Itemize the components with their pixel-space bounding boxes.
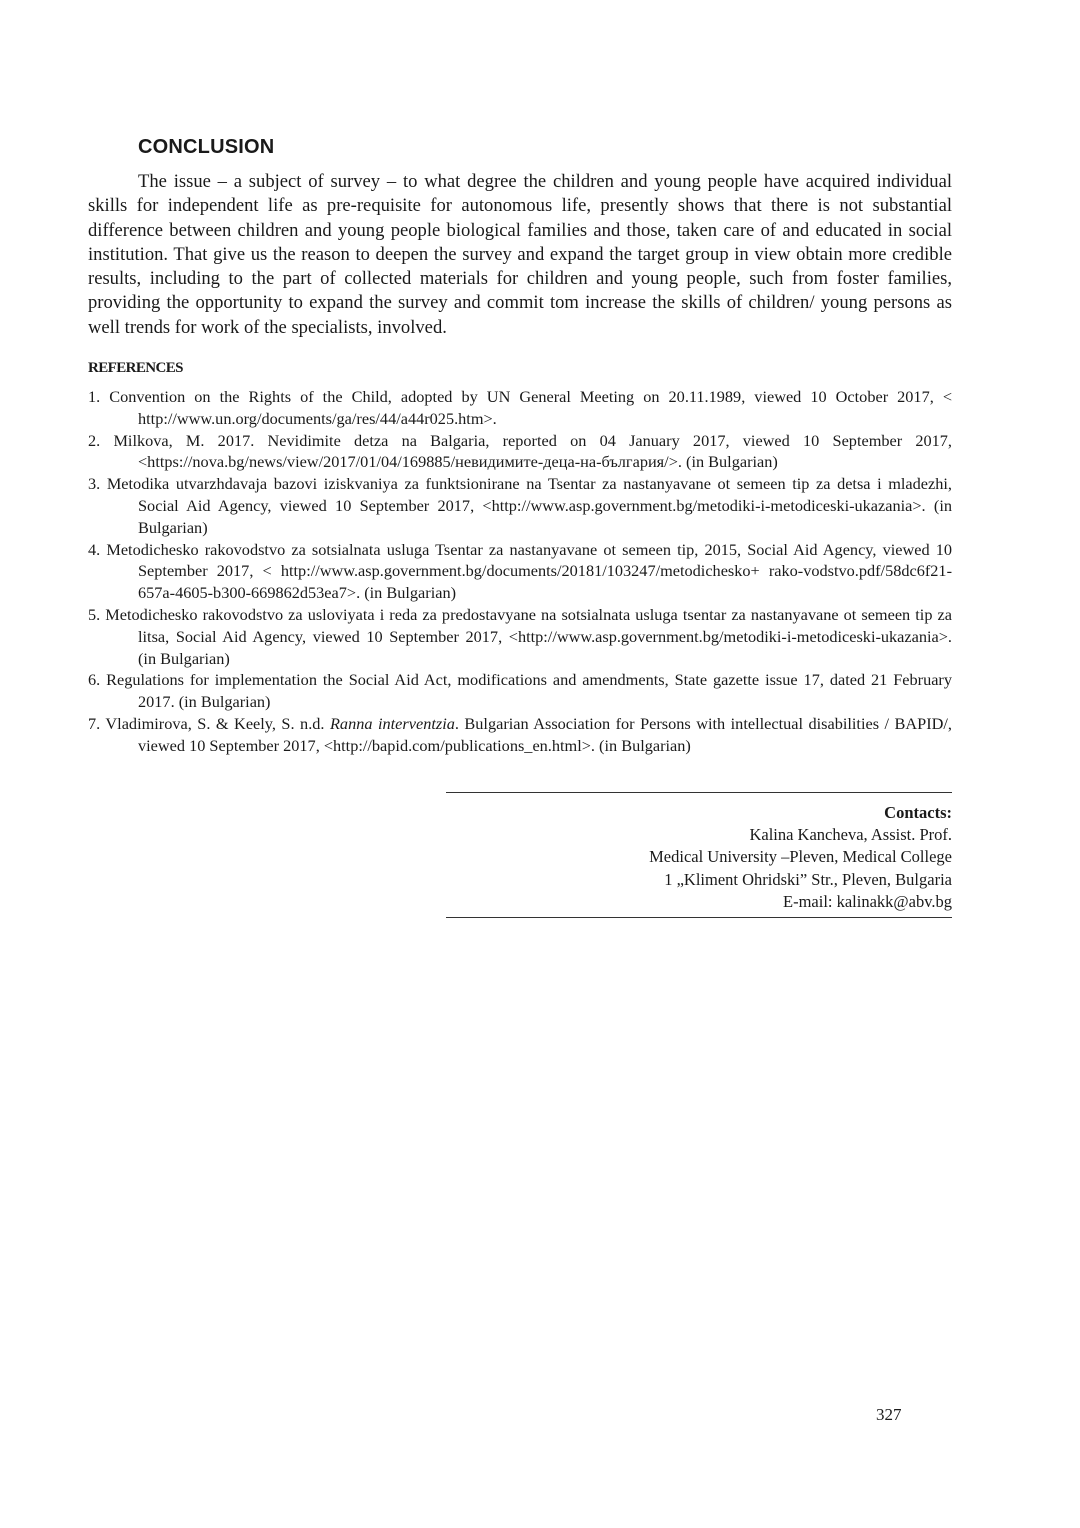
page-number: 327	[876, 1405, 902, 1424]
conclusion-paragraph: The issue – a subject of survey – to what degree the children and young people have acquired individual skills for independent life as pre-requisite for autonomous life, presently shows that there is not substantial difference between children and young people biological families and those, taken care of and educated in social institution. That give us the reason to deepen the survey and expand the target group in view obtain more credible results, including to the part of collected materials for children and young people, such from foster families, providing the opportunity to expand the survey and commit tom increase the skills of children/ young persons as well trends for work of the specialists, involved.	[88, 171, 952, 338]
contacts-title: Contacts:	[884, 803, 952, 822]
reference-text: Vladimirova, S. & Keely, S. n.d.	[105, 713, 330, 733]
reference-number: 7.	[88, 713, 101, 733]
reference-text-continued: . Bulgarian Association for Persons with intellectual disabilities / BAPID/, viewed 10 September 2017, <http://bapid.com/publications_en.html>. (in Bulgarian)	[138, 713, 952, 755]
reference-text: Metodichesko rakovodstvo za sotsialnata usluga Tsentar za nastanyavane ot semeen tip, 2015, Social Aid Agency, viewed 10 September 2017, < http://www.asp.government.bg/documents/20181/103247/metodichesko+ rako-vodstvo.pdf/58dc6f21-657a-4605-b300-669862d53ea7>. (in Bulgarian)	[106, 539, 953, 603]
reference-item-3	[88, 473, 952, 538]
reference-item-1	[88, 386, 952, 430]
reference-item-2	[88, 430, 952, 474]
reference-item-7	[88, 713, 952, 757]
references-heading: REFERENCES	[88, 360, 183, 376]
reference-number: 4.	[88, 539, 101, 559]
contact-author: Kalina Kancheva, Assist. Prof.	[749, 825, 952, 845]
reference-number: 3.	[88, 474, 101, 494]
reference-text: Metodika utvarzhdavaja bazovi iziskvaniya za funktsionirane na Tsentar za nastanyavane ot semeen tip za detsa i mladezhi, Social Aid Agency, viewed 10 September 2017, <http://www.asp.government.bg/metodiki-i-metodiceski-ukazania>. (in Bulgarian)	[106, 474, 952, 537]
reference-number: 1.	[88, 387, 101, 406]
reference-text: Convention on the Rights of the Child, adopted by UN General Meeting on 20.11.1989, viewed 10 October 2017, < http://www.un.org/documents/ga/res/44/a44r025.htm>.	[109, 387, 952, 428]
reference-item-5	[88, 604, 952, 669]
conclusion-heading: CONCLUSION	[138, 136, 275, 158]
reference-text: Metodichesko rakovodstvo za usloviyata i reda za predostavyane na sotsialnata usluga tsentar za nastanyavane ot semeen tip za litsa, Social Aid Agency, viewed 10 September 2017, <http://www.asp.government.bg/metodiki-i-metodiceski-ukazania>. (in Bulgarian)	[105, 604, 952, 668]
reference-number: 5.	[88, 604, 101, 624]
reference-number: 2.	[88, 430, 101, 450]
reference-item-6	[88, 669, 952, 713]
contacts-block	[446, 792, 952, 918]
contact-address: 1 „Kliment Ohridski” Str., Pleven, Bulgaria	[664, 869, 952, 889]
reference-italic-title: Ranna interventzia	[329, 713, 455, 733]
references-list	[88, 386, 952, 757]
contact-institution: Medical University –Pleven, Medical College	[649, 847, 952, 867]
reference-number: 6.	[88, 670, 101, 690]
reference-item-4	[88, 539, 952, 604]
contact-email: E-mail: kalinakk@abv.bg	[783, 891, 952, 911]
reference-text: Milkova, M. 2017. Nevidimite detza na Balgaria, reported on 04 January 2017, viewed 10 September 2017, <https://nova.bg/news/view/2017/01/04/169885/невидимите-деца-на-българия/>. (in Bulgarian)	[113, 430, 953, 472]
reference-text: Regulations for implementation the Social Aid Act, modifications and amendments, State gazette issue 17, dated 21 February 2017. (in Bulgarian)	[106, 670, 952, 712]
